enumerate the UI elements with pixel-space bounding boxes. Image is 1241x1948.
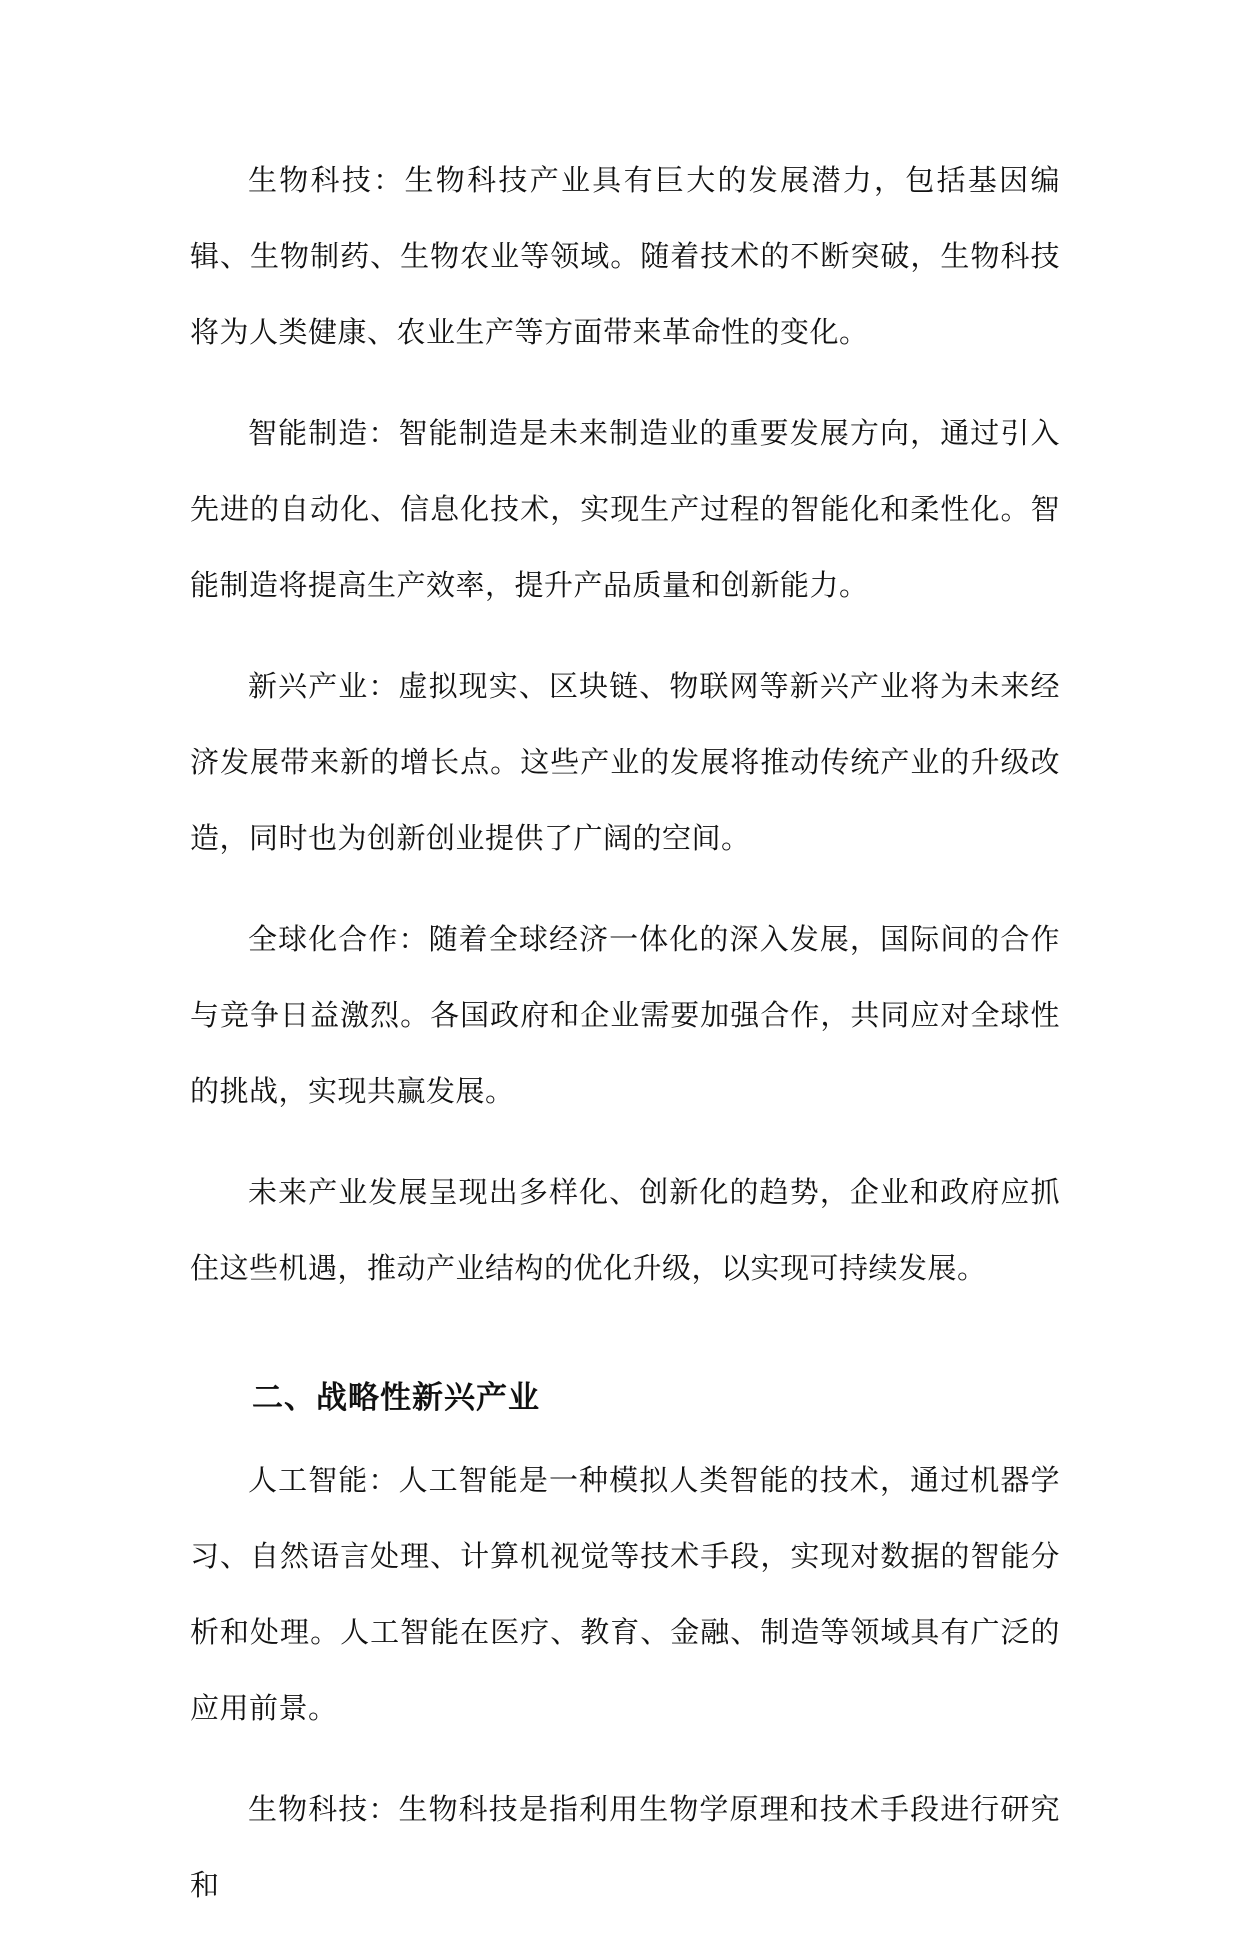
paragraph-biotech-industry: 生物科技：生物科技产业具有巨大的发展潜力，包括基因编辑、生物制药、生物农业等领域。随着技术的不断突破，生物科技将为人类健康、农业生产等方面带来革命性的变化。 <box>190 163 1060 349</box>
section-heading: 二、战略性新兴产业 <box>252 1380 540 1416</box>
paragraph-global-cooperation: 全球化合作：随着全球经济一体化的深入发展，国际间的合作与竞争日益激烈。各国政府和企业需要加强合作，共同应对全球性的挑战，实现共赢发展。 <box>190 922 1060 1108</box>
paragraph-biotech-definition: 生物科技：生物科技是指利用生物学原理和技术手段进行研究和 <box>190 1792 1060 1902</box>
paragraph-emerging-industries: 新兴产业：虚拟现实、区块链、物联网等新兴产业将为未来经济发展带来新的增长点。这些产业的发展将推动传统产业的升级改造，同时也为创新创业提供了广阔的空间。 <box>190 669 1060 855</box>
page-content <box>190 142 1060 1948</box>
paragraph-future-trend: 未来产业发展呈现出多样化、创新化的趋势，企业和政府应抓住这些机遇，推动产业结构的优化升级，以实现可持续发展。 <box>190 1175 1060 1285</box>
paragraph-smart-manufacturing: 智能制造：智能制造是未来制造业的重要发展方向，通过引入先进的自动化、信息化技术，实现生产过程的智能化和柔性化。智能制造将提高生产效率，提升产品质量和创新能力。 <box>190 416 1060 602</box>
paragraph-artificial-intelligence: 人工智能：人工智能是一种模拟人类智能的技术，通过机器学习、自然语言处理、计算机视觉等技术手段，实现对数据的智能分析和处理。人工智能在医疗、教育、金融、制造等领域具有广泛的应用前景。 <box>190 1463 1060 1725</box>
